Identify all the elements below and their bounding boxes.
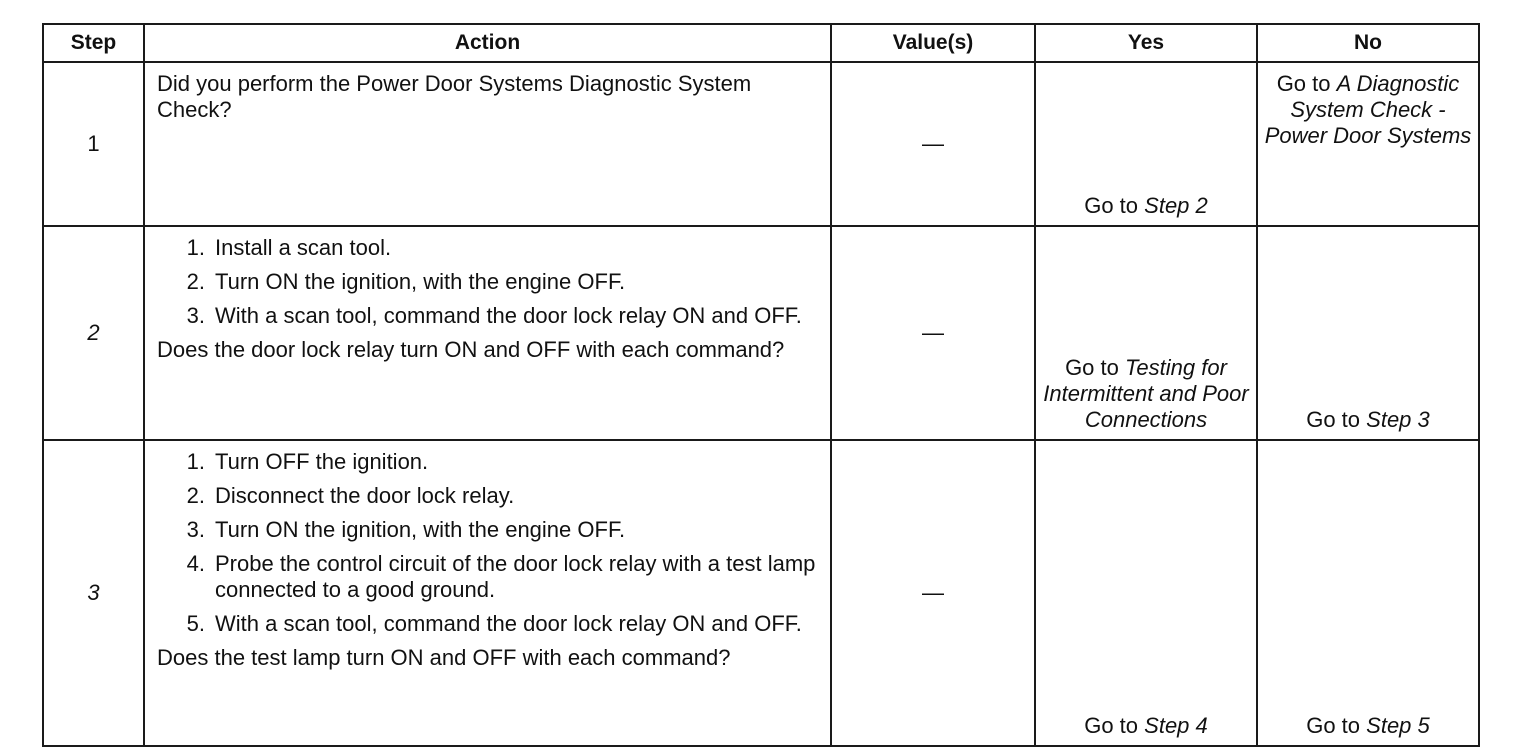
list-item: [157, 449, 820, 475]
list-item-number: 4.: [186, 551, 205, 576]
step-number: 3: [43, 440, 144, 746]
list-item-text: Disconnect the door lock relay.: [215, 483, 515, 508]
list-item: [157, 235, 820, 261]
yes-cell: [1035, 62, 1257, 226]
no-prefix: Go to: [1306, 713, 1361, 738]
no-prefix: Go to: [1276, 71, 1331, 96]
list-item: [157, 551, 820, 603]
yes-cell: [1035, 440, 1257, 746]
list-item-text: Turn OFF the ignition.: [215, 449, 429, 474]
no-prefix: Go to: [1306, 407, 1361, 432]
list-item: [157, 269, 820, 295]
list-item-number: 3.: [186, 517, 205, 542]
value-dash: —: [922, 580, 944, 605]
yes-link[interactable]: Testing for Intermittent and Poor Connections: [1043, 355, 1249, 432]
yes-prefix: Go to: [1065, 355, 1119, 380]
no-link[interactable]: Step 5: [1366, 713, 1430, 738]
step-number: 2: [43, 226, 144, 440]
list-item-number: 3.: [186, 303, 205, 328]
header-values: Value(s): [831, 24, 1035, 62]
yes-link[interactable]: Step 4: [1144, 713, 1208, 738]
list-item: [157, 517, 820, 543]
yes-prefix: Go to: [1084, 193, 1139, 218]
list-item-number: 1.: [186, 235, 205, 260]
action-steps-list: [157, 235, 820, 329]
header-yes: Yes: [1035, 24, 1257, 62]
action-steps-list: [157, 449, 820, 637]
list-item-number: 2.: [186, 483, 205, 508]
no-link[interactable]: Step 3: [1366, 407, 1430, 432]
list-item: [157, 483, 820, 509]
action-cell: [144, 226, 831, 440]
action-question: Does the door lock relay turn ON and OFF with each command?: [157, 337, 785, 362]
list-item: [157, 611, 820, 637]
list-item-text: Probe the control circuit of the door lock relay with a test lamp connected to a good ground.: [215, 551, 816, 602]
header-row: [43, 24, 1479, 62]
table-row-step-3: [43, 440, 1479, 746]
list-item: [157, 303, 820, 329]
list-item-number: 2.: [186, 269, 205, 294]
list-item-number: 1.: [186, 449, 205, 474]
action-cell: [144, 440, 831, 746]
step-number: 1: [43, 62, 144, 226]
yes-prefix: Go to: [1084, 713, 1139, 738]
table-row-step-2: [43, 226, 1479, 440]
action-text: Did you perform the Power Door Systems Diagnostic System Check?: [157, 71, 752, 122]
header-step: Step: [43, 24, 144, 62]
value-dash: —: [922, 320, 944, 345]
no-cell: [1257, 62, 1479, 226]
header-action: Action: [144, 24, 831, 62]
list-item-number: 5.: [186, 611, 205, 636]
yes-cell: [1035, 226, 1257, 440]
list-item-text: Install a scan tool.: [215, 235, 392, 260]
list-item-text: With a scan tool, command the door lock relay ON and OFF.: [215, 303, 802, 328]
value-cell: [831, 226, 1035, 440]
no-link[interactable]: A Diagnostic System Check - Power Door Systems: [1264, 71, 1472, 148]
no-cell: [1257, 226, 1479, 440]
diagnostic-table: [42, 23, 1480, 747]
value-cell: [831, 440, 1035, 746]
yes-link[interactable]: Step 2: [1144, 193, 1208, 218]
list-item-text: With a scan tool, command the door lock relay ON and OFF.: [215, 611, 802, 636]
list-item-text: Turn ON the ignition, with the engine OFF.: [215, 269, 626, 294]
list-item-text: Turn ON the ignition, with the engine OFF.: [215, 517, 626, 542]
no-cell: [1257, 440, 1479, 746]
header-no: No: [1257, 24, 1479, 62]
action-question: Does the test lamp turn ON and OFF with each command?: [157, 645, 731, 670]
table-row-step-1: [43, 62, 1479, 226]
action-cell: [144, 62, 831, 226]
value-dash: —: [922, 131, 944, 156]
value-cell: [831, 62, 1035, 226]
